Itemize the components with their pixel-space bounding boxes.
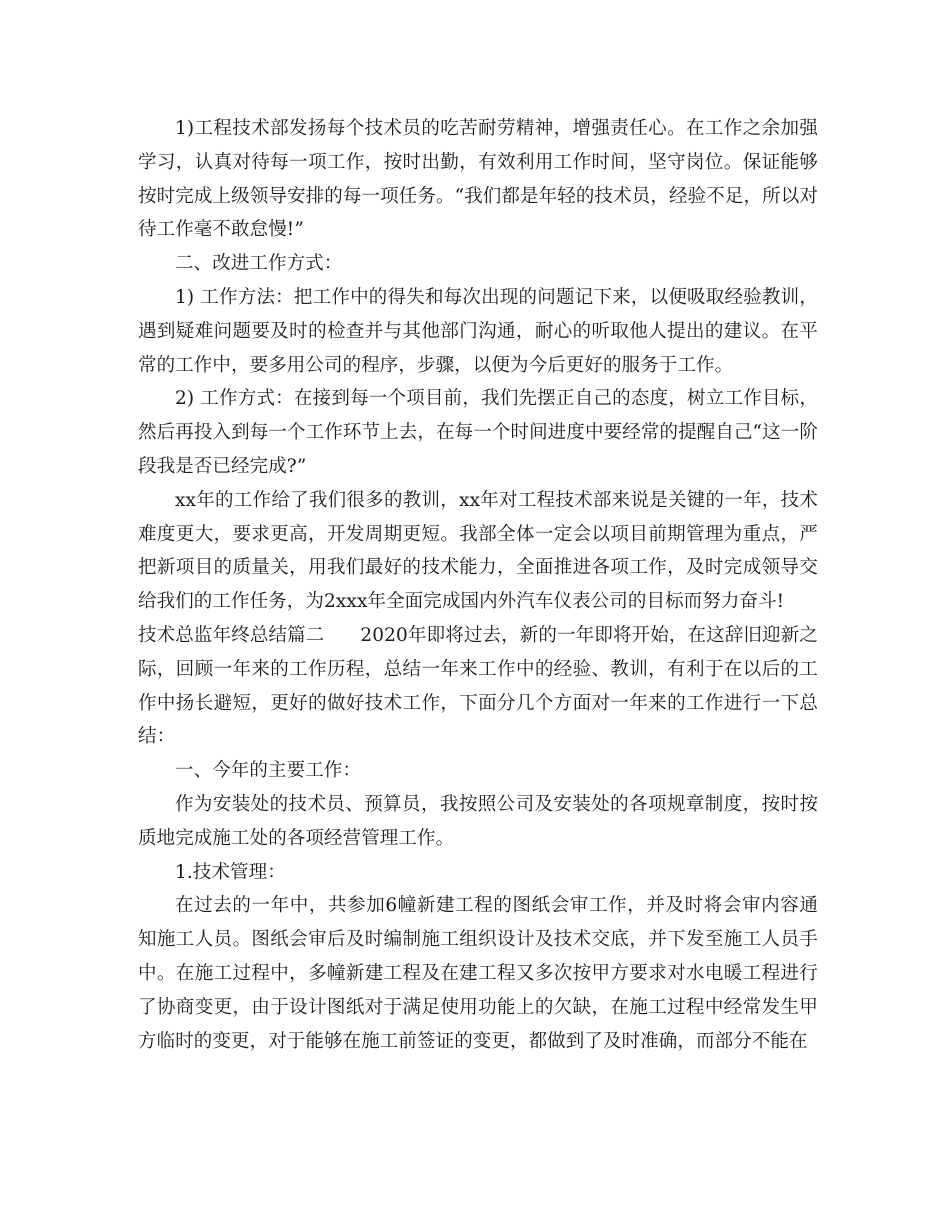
paragraph-work-style: 2) 工作方式：在接到每一个项目前，我们先摆正自己的态度，树立工作目标，然后再投入到每一个工作环节上去，在每一个时间进度中要经常的提醒自己“这一阶段我是否已经完成?” — [138, 388, 818, 477]
section-intro-text: 2020年即将过去，新的一年即将开始，在这辞旧迎新之际，回顾一年来的工作历程，总结一年来工作中的经验、教训，有利于在以后的工作中扬长避短，更好的做好技术工作，下面分几个方面对一年来的工作进行一下总结： — [138, 624, 818, 748]
paragraph-responsibility: 1)工程技术部发扬每个技术员的吃苦耐劳精神，增强责任心。在工作之余加强学习，认真对待每一项工作，按时出勤，有效利用工作时间，坚守岗位。保证能够按时完成上级领导安排的每一项任务。“我们都是年轻的技术员，经验不足，所以对待工作毫不敢怠慢!” — [138, 118, 818, 241]
section-title: 技术总监年终总结篇二 — [138, 624, 325, 646]
section-two-intro — [138, 619, 818, 754]
paragraph-work-method: 1) 工作方法：把工作中的得失和每次出现的问题记下来，以便吸取经验教训，遇到疑难问题要及时的检查并与其他部门沟通，耐心的听取他人提出的建议。在平常的工作中，要多用公司的程序，步骤，以便为今后更好的服务于工作。 — [138, 286, 818, 376]
heading-improve-work-method: 二、改进工作方式： — [175, 253, 343, 275]
heading-tech-management: 1.技术管理： — [175, 861, 286, 883]
document-body — [138, 112, 818, 1058]
paragraph-role: 作为安装处的技术员、预算员，我按照公司及安装处的各项规章制度，按时按质地完成施工处的各项经营管理工作。 — [138, 793, 818, 849]
paragraph-tech-management: 在过去的一年中，共参加6幢新建工程的图纸会审工作，并及时将会审内容通知施工人员。图纸会审后及时编制施工组织设计及技术交底，并下发至施工人员手中。在施工过程中，多幢新建工程及在建工程又多次按甲方要求对水电暖工程进行了协商变更，由于设计图纸对于满足使用功能上的欠缺，在施工过程中经常发生甲方临时的变更，对于能够在施工前签证的变更，都做到了及时准确，而部分不能在 — [138, 895, 818, 1052]
heading-main-work: 一、今年的主要工作： — [175, 760, 362, 782]
paragraph-year-summary: xx年的工作给了我们很多的教训，xx年对工程技术部来说是关键的一年，技术难度更大，要求更高，开发周期更短。我部全体一定会以项目前期管理为重点，严把新项目的质量关，用我们最好的技术能力，全面推进各项工作，及时完成领导交给我们的工作任务，为2xxx年全面完成国内外汽车仪表公司的目标而努力奋斗! — [138, 489, 818, 613]
